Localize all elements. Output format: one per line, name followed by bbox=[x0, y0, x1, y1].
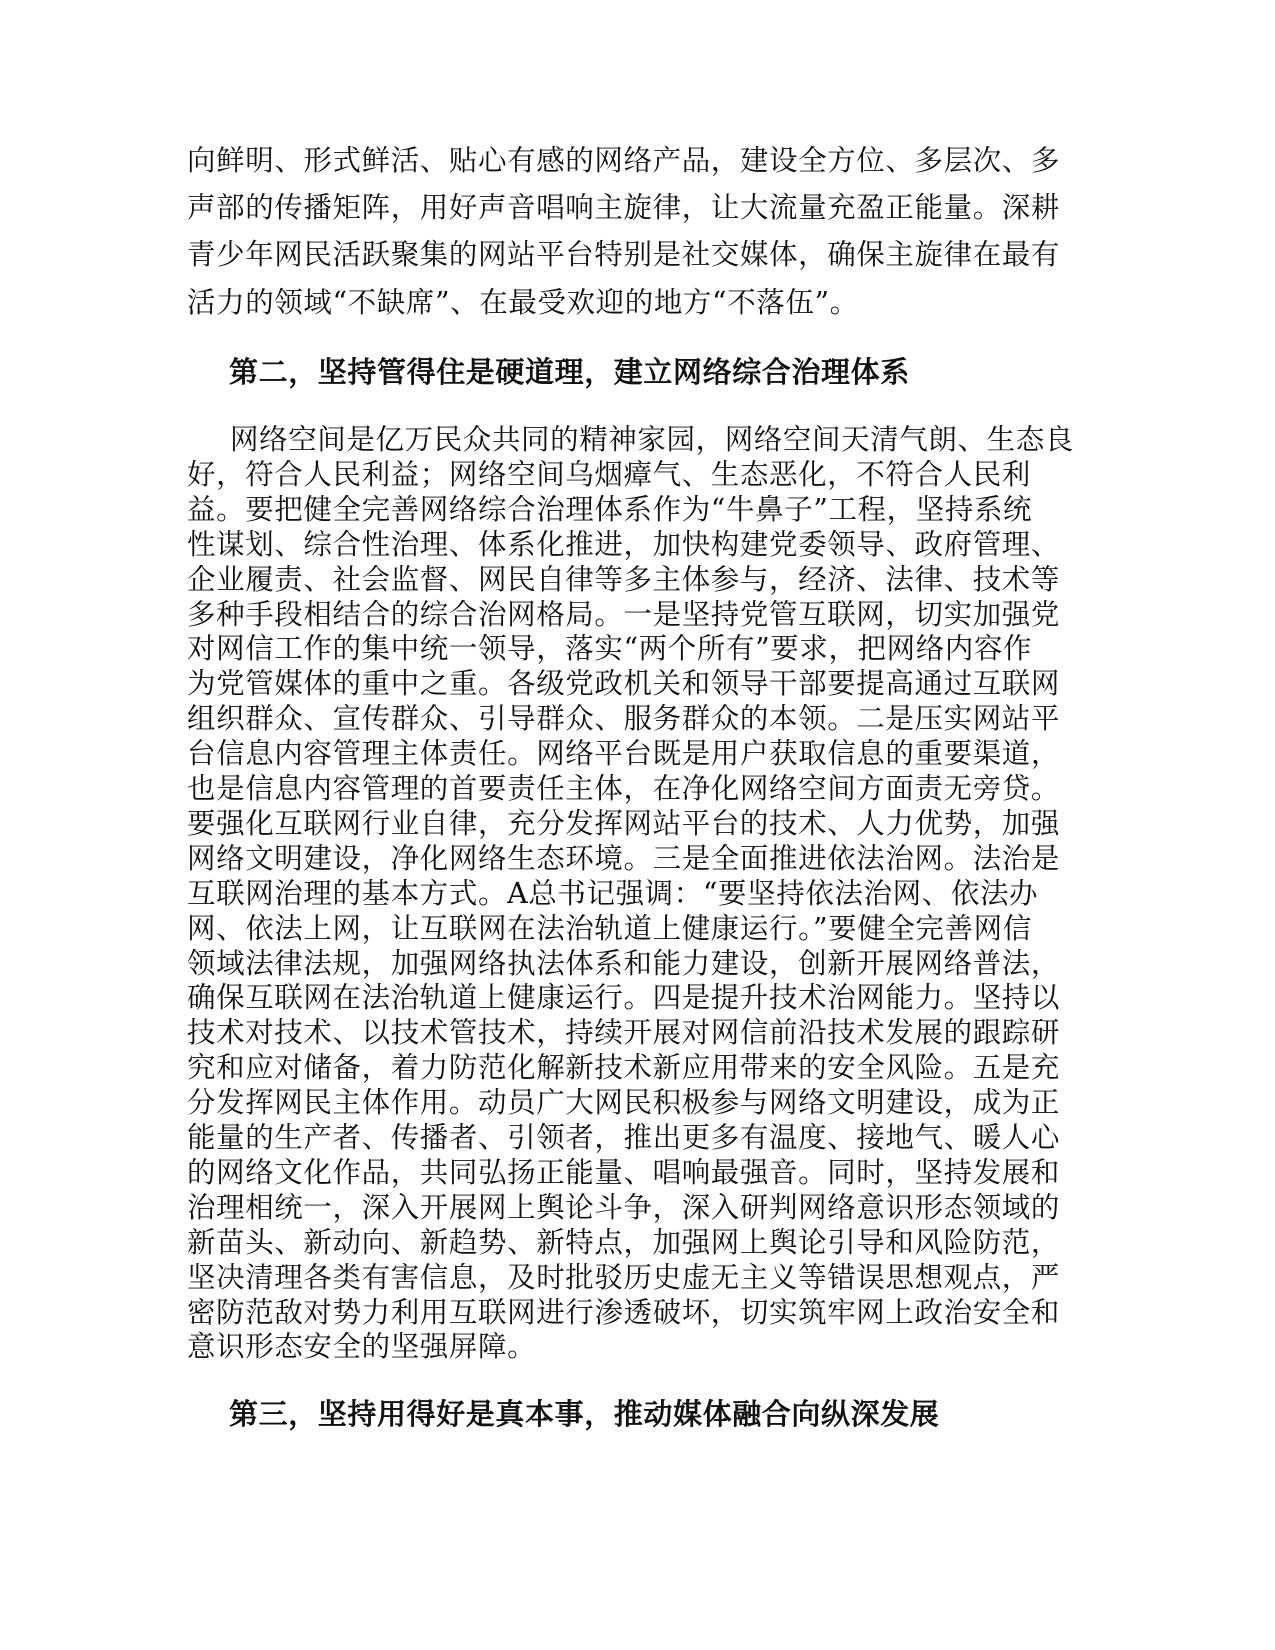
paragraph2-line: 好，符合人民利益；网络空间乌烟瘴气、生态恶化，不符合人民利 bbox=[187, 457, 1031, 491]
paragraph2-line: 究和应对储备，着力防范化解新技术新应用带来的安全风险。五是充 bbox=[187, 1051, 1061, 1085]
paragraph2-line: 意识形态安全的坚强屏障。 bbox=[187, 1330, 537, 1364]
paragraph1-line: 青少年网民活跃聚集的网站平台特别是社交媒体，确保主旋律在最有 bbox=[187, 238, 1061, 271]
paragraph2-line: 台信息内容管理主体责任。网络平台既是用户获取信息的重要渠道， bbox=[187, 737, 1061, 771]
paragraph2-line: 能量的生产者、传播者、引领者，推出更多有温度、接地气、暖人心 bbox=[187, 1121, 1061, 1154]
paragraph2-line: 领域法律法规，加强网络执法体系和能力建设，创新开展网络普法， bbox=[187, 946, 1061, 980]
paragraph1-line: 向鲜明、形式鲜活、贴心有感的网络产品，建设全方位、多层次、多 bbox=[187, 144, 1061, 177]
paragraph2-line: 组织群众、宣传群众、引导群众、服务群众的本领。二是压实网站平 bbox=[187, 702, 1061, 736]
paragraph1-line: 活力的领域“不缺席”、在最受欢迎的地方“不落伍”。 bbox=[187, 286, 859, 319]
paragraph2-line: 分发挥网民主体作用。动员广大网民积极参与网络文明建设，成为正 bbox=[187, 1086, 1061, 1120]
paragraph2-line: 技术对技术、以技术管技术，持续开展对网信前沿技术发展的跟踪研 bbox=[187, 1016, 1061, 1050]
paragraph2-line: 企业履责、社会监督、网民自律等多主体参与，经济、法律、技术等 bbox=[187, 562, 1061, 596]
paragraph2-line: 确保互联网在法治轨道上健康运行。四是提升技术治网能力。坚持以 bbox=[187, 981, 1061, 1015]
paragraph2-line: 坚决清理各类有害信息，及时批驳历史虚无主义等错误思想观点，严 bbox=[187, 1260, 1061, 1294]
paragraph2-line: 多种手段相结合的综合治网格局。一是坚持党管互联网，切实加强党 bbox=[187, 597, 1061, 631]
section-heading-2: 第二，坚持管得住是硬道理，建立网络综合治理体系 bbox=[229, 355, 910, 389]
paragraph2-line: 密防范敌对势力利用互联网进行渗透破坏，切实筑牢网上政治安全和 bbox=[187, 1295, 1061, 1329]
paragraph2-line: 治理相统一，深入开展网上舆论斗争，深入研判网络意识形态领域的 bbox=[187, 1190, 1061, 1224]
paragraph2-line: 对网信工作的集中统一领导，落实“两个所有”要求，把网络内容作 bbox=[187, 632, 1033, 666]
paragraph2-line: 要强化互联网行业自律，充分发挥网站平台的技术、人力优势，加强 bbox=[187, 806, 1061, 840]
paragraph2-line: 新苗头、新动向、新趋势、新特点，加强网上舆论引导和风险防范， bbox=[187, 1225, 1061, 1259]
section-heading-3: 第三，坚持用得好是真本事，推动媒体融合向纵深发展 bbox=[229, 1397, 940, 1432]
paragraph2-line: 也是信息内容管理的首要责任主体，在净化网络空间方面责无旁贷。 bbox=[187, 772, 1061, 805]
paragraph2-line: 的网络文化作品，共同弘扬正能量、唱响最强音。同时，坚持发展和 bbox=[187, 1155, 1061, 1189]
paragraph1-line: 声部的传播矩阵，用好声音唱响主旋律，让大流量充盈正能量。深耕 bbox=[187, 191, 1061, 224]
paragraph2-line: 网、依法上网，让互联网在法治轨道上健康运行。”要健全完善网信 bbox=[187, 911, 1032, 945]
paragraph2-line: 网络文明建设，净化网络生态环境。三是全面推进依法治网。法治是 bbox=[187, 841, 1061, 875]
paragraph2-line: 互联网治理的基本方式。A总书记强调：“要坚持依法治网、依法办 bbox=[187, 876, 1039, 910]
paragraph2-line: 益。要把健全完善网络综合治理体系作为“牛鼻子”工程，坚持系统 bbox=[187, 492, 1033, 526]
paragraph2-line: 为党管媒体的重中之重。各级党政机关和领导干部要提高通过互联网 bbox=[187, 667, 1061, 701]
paragraph2-line: 性谋划、综合性治理、体系化推进，加快构建党委领导、政府管理、 bbox=[187, 527, 1061, 561]
paragraph2-line: 网络空间是亿万民众共同的精神家园，网络空间天清气朗、生态良 bbox=[230, 423, 1074, 456]
